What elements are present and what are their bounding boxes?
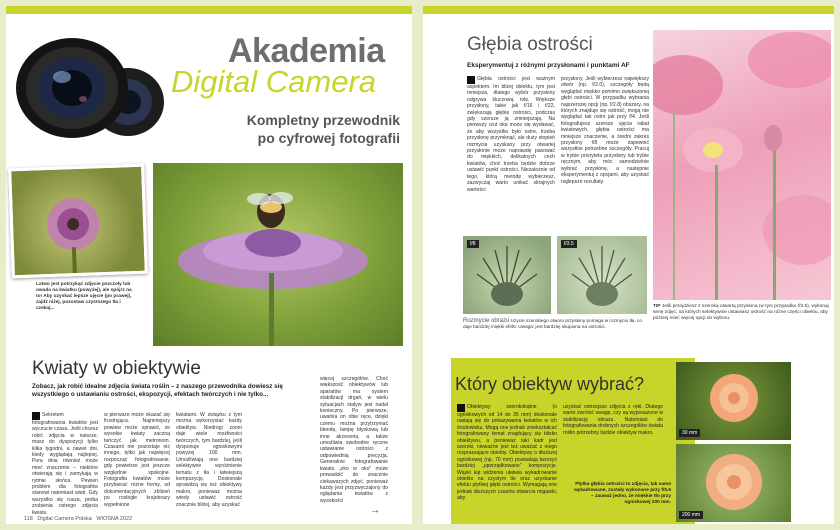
bee-on-flower-photo	[153, 163, 403, 346]
subtitle-line-2: po cyfrowej fotografii	[257, 130, 400, 146]
lens-column-2	[563, 404, 663, 436]
lead-paragraph: Zobacz, jak robić idealne zdjęcia świata roślin – z naszego przewodnika dowiesz się wszystkiego o ustawianiu ostrości, ekspozycji, efektach twórczych i nie tylko...	[32, 383, 283, 398]
rose-photo-200mm	[676, 444, 791, 522]
tip-caption	[653, 304, 829, 322]
pink-flowers-photo	[653, 30, 831, 300]
camera-lens-graphic	[10, 32, 170, 142]
body-column-3	[176, 412, 242, 508]
body-column-1	[32, 412, 98, 516]
tip-text: Jeśli przejdziesz z szeroką otwartą przysłoną (w tym przypadku f/3.5), wykonaj serię zdjęć, na których selektywnie ustawiasz ostrość na różne części obiektu, aby później mieć więcej opcji do wyboru.	[653, 304, 829, 321]
top-accent-bar-right	[423, 6, 834, 14]
body-text-3: kwiatami. W związku z tym można wykorzystać każdy obiektyw. Niedrogi zoom daje wiele możliwości twórczych, tym bardziej, jeśli dysponuje ogniskowymi powyżej 100 mm. Umożliwiają one bardziej selektywne wyróżnienie tematu z tła i łatwiejszą kompozycję. Doskonale sprawdzą się też obiektywy makro, ponieważ można wtedy ustawić ostrość znacznie bliżej, aby uzyskać	[176, 412, 242, 508]
top-accent-bar	[6, 6, 412, 14]
aperture-label-f8: f/8	[467, 240, 479, 248]
focal-label-200mm: 200 mm	[679, 511, 703, 519]
dropcap-square	[457, 404, 465, 412]
magazine-name: Digital Camera Polska	[37, 516, 92, 522]
flower-photo-small	[8, 164, 148, 279]
series-title-akademia: Akademia	[228, 32, 385, 70]
body-text-1: Sekretem fotografowania kwiatów jest wyczucie czasu. Jeśli chcesz robić zdjęcia w naturze, masz do dyspozycji tylko kilka tygodni, a nawet dni, kiedy wyglądają najlepiej. Pora dnia również może mieć znaczenie – niektóre otwierają się i zamykają w rytmie słońca. Pewien problem dla fotografów stanowi natomiast wiatr. Gdy wszystko się rusza, proba zrobienia ostrego zdjęcia kwiatu	[32, 412, 98, 516]
body-text-4: więcej szczegółów. Choć większość obiektywów lub aparatów ma system stabilizacji drgań, w wielu sytuacjach statyw jest nadal konieczny. Po pierwsze, uwalnia on obie ręce, dzięki czemu można przytrzymać blendę, lampę błyskową lub inne akcesoria, a także umożliwia swobodne ręczne ustawianie ostrości z odpowiednią precyzją. Generalnie fotografowanie kwiatu „oko w oko” może prowadzić do znacznie ciekawszych zdjęć, ponieważ każdy jest przyzwyczajony do oglądania kwiatów z wysokości	[320, 376, 388, 504]
lens-text-1: Obiektywy szerokokątne (o ogniskowych od 14 do 35 mm) doskonale nadają się do pokazywania kwiatów w ich środowisku. Mogą one jednak zniekształcać fotografowany temat znajdujący się blisko obiektywu, a ponieważ taki kadr jest szeroki, nieważne jest też uważać z niego rozpraszające obiekty. Obiektywy o dłuższej ogniskowej (np. 70 mm) pozwalają tworzyć bardziej „uporządkowane” kompozycje. Wąski kąt widzenia ułatwia wykadrowanie obiektu na czystym tle oraz uzyskanie efektu płytkiej głębi ostrości. Wymagają one jednak dłuższych czasów otwarcia migawki, aby	[457, 404, 557, 502]
left-page	[6, 6, 412, 524]
blur-caption	[463, 318, 647, 330]
body-column-2	[104, 412, 170, 508]
body-text-2: w pierwsze może okazać się frustrująca. Najmniejszy powiew może sprawić, że wysokie kwiaty zaczną tańczyć jak metronom. Czasami nie pozostaje nic innego, tylko jak najwięcej rozpocząć fotografowanie, gdy powietrze jest jeszcze względnie spokojne. Fotografia kwiatów może przybierać różne formy, od dokumentacyjnych zbliżeń po rozległe krajobrazy wypełnione	[104, 412, 170, 508]
continue-arrow: →	[370, 505, 380, 516]
tip-label: TIP	[653, 304, 661, 309]
dropcap-square	[32, 412, 40, 420]
section-title-glebia: Głębia ostrości	[467, 34, 593, 55]
thistle-photo-f8	[463, 236, 551, 314]
rose-caption: Płytka głębia ostrości to zdjęcia, tak same wykadrowane, zostały wykonane przy f/5.6 – zauważ jedno, że miękkie tło przy ogniskowej 200 mm.	[573, 482, 671, 505]
series-title-digital-camera: Digital Camera	[171, 64, 377, 99]
right-page	[423, 6, 834, 524]
blur-caption-text: Użycie szerokiego otworu przysłony pomaga w rozmyciu tła, co daje bardziej miękki efekt. Uwaga: jest bardziej skupiona na ostrości.	[463, 318, 642, 329]
issue-label: WIOSNA 2022	[96, 516, 133, 522]
small-photo-caption: Latwo jest potrzykąć zdjęcie pszczoły lub owada na kwiatku (powyżej), ale spójrz na to! Aby uzyskać lepsze ujęcie (po prawej), zajdź niżej, pozostaw czystszego tła i czekaj...	[36, 282, 132, 311]
blur-caption-label: Rozmycie obrazu	[463, 318, 510, 324]
section-title-ktory-obiektyw: Który obiektyw wybrać?	[455, 374, 645, 394]
body-column-4	[320, 376, 388, 504]
aperture-label-f35: f/3.5	[561, 240, 577, 248]
lens-column-1	[457, 404, 557, 502]
focal-label-30mm: 30 mm	[679, 429, 700, 437]
thistle-photo-f35	[557, 236, 647, 314]
lens-text-2: uzyskać ostrzejsze zdjęcia z ręki. Dlatego warto zwrócić uwagę, czy są wyposażone w stabilizację obrazu. Natomiast do fotografowania drobnych szczegółów świata roślin potrzebny będzie obiektyw makro.	[563, 404, 663, 436]
dropcap-square	[467, 76, 475, 84]
section-subtitle: Eksperymentuj z różnymi przysłonami i punktami AF	[467, 62, 630, 69]
dof-column-1	[467, 76, 555, 193]
rose-photo-30mm	[676, 362, 791, 440]
dof-text-2: przysłony. Jeśli wybierzesz największy otwór (np. f/2.0), szczegóły będą wyglądać miękko pomimo zwiększonej głębi ostrości. W przypadku wybrania najszerszej opcji (np. f/2.8) obszary, na których znajduje się ostrość, mogą nie wyglądać tak ostro jak przy f/4. Jeśli fotografujesz szersze ujęcia rabat kwiatowych, głębia ostrości ma mniejsze znaczenie, a średni zakres przysłony f/8 może zapewnić wszystkie potrzebne szczegóły. Pracuj w trybie priorytetu przysłony lub trybie ręcznym, aby móc samodzielnie wybrać przysłonę, a następnie eksperymentuj z opcjami, aby uzyskać najlepsze rezultaty.	[561, 76, 649, 185]
section-title-kwiaty: Kwiaty w obiektywie	[32, 358, 201, 379]
subtitle-line-1: Kompletny przewodnik	[246, 112, 400, 128]
dof-column-2	[561, 76, 649, 185]
page-number: 118	[24, 516, 33, 522]
folio-footer	[24, 516, 132, 522]
dof-text-1: Głębia ostrości jest ważnym aspektem. Im bliżej obiektu, tym jest mniejsza, dlatego wybór przysłony odgrywa kluczową rolę. Większe przysłony, takie jak f/16 i f/22, zwiększają głębię ostrości, podczas gdy szersze ją zmniejszają. Na pierwszy rzut oka może się wydawać, że aby wszystko było ostre, trzeba przysłonę przymknąć, ale duży stopień rozmycia uzyskany przy otwartej przysłonie może naprawdę pasować do miękkich, delikatnych cech kwiatów, choć trzeba będzie dobrze ustawić punkt ostrości. Niezależnie od tego, którą metodę wybierzesz, zazwyczaj warto unikać skrajnych wartości	[467, 76, 555, 193]
